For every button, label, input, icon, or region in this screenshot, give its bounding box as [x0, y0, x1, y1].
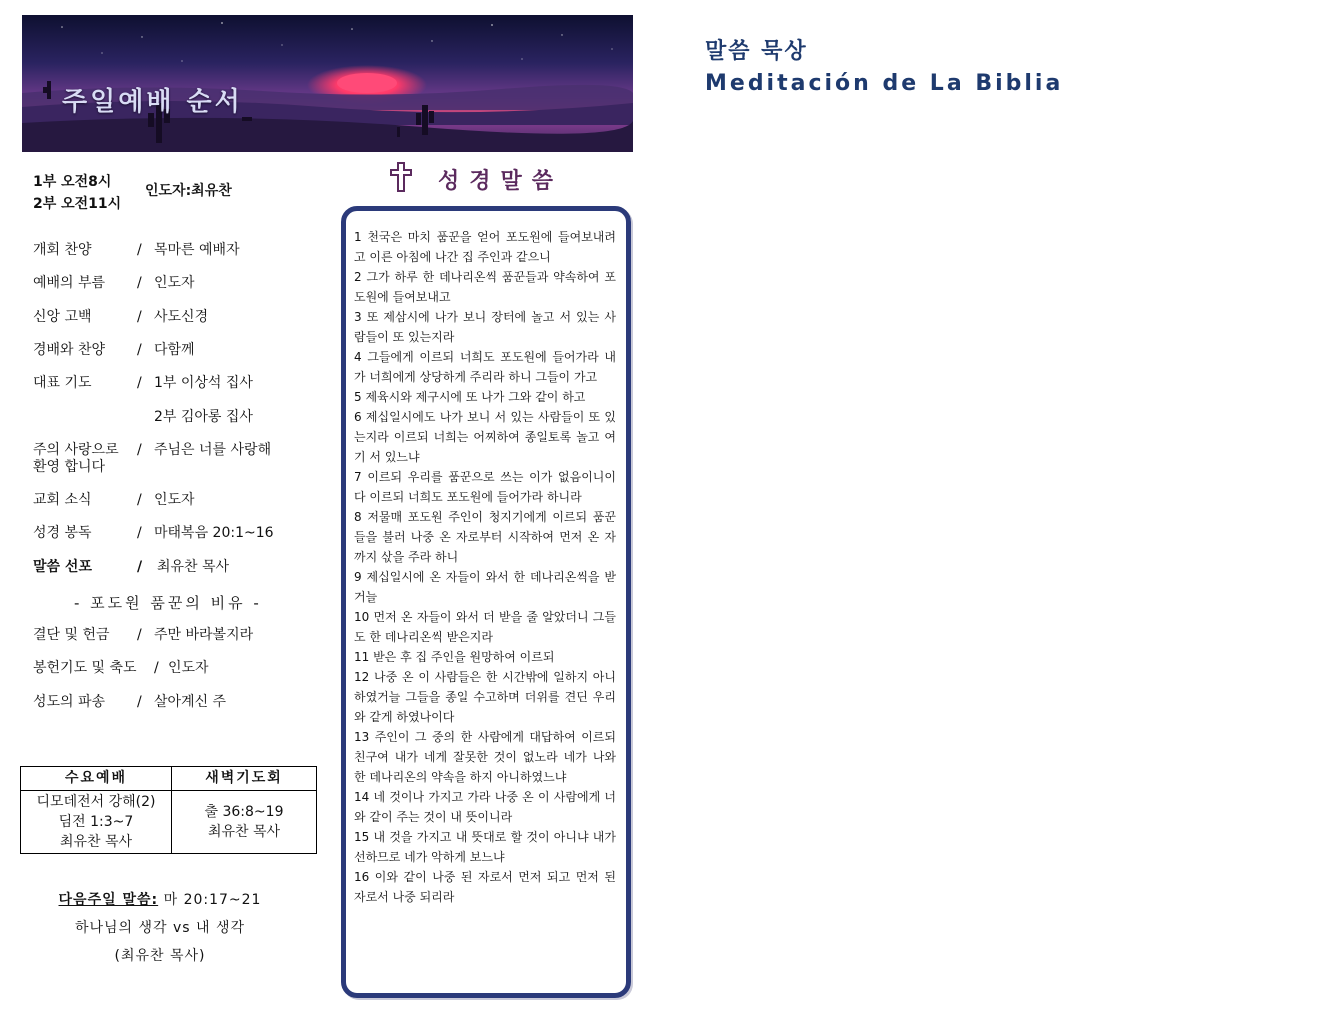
order-value: 마태복음 20:1~16 [154, 525, 274, 541]
order-label: 개회 찬양 [33, 242, 92, 258]
order-value: 목마른 예배자 [154, 242, 240, 258]
order-value: 주만 바라볼지라 [154, 627, 254, 643]
verse: 8 저물매 포도원 주인이 청지기에게 이르되 품꾼들을 불러 나중 온 자로부터 시작하여 먼저 온 자까지 삯을 주라 하니 [354, 510, 616, 564]
weekday-services-table [20, 766, 317, 854]
dawn-preacher: 최유찬 목사 [207, 824, 281, 840]
next-week-title: 하나님의 생각 vs 내 생각 [74, 920, 246, 936]
order-label: 예배의 부름 [33, 275, 106, 291]
verse: 3 또 제삼시에 나가 보니 장터에 놀고 서 있는 사람들이 또 있는지라 [354, 310, 616, 344]
meditation-title-spanish: Meditación de La Biblia [705, 71, 1064, 96]
second-service-time: 2부 오전11시 [33, 196, 122, 212]
order-separator: / [137, 525, 142, 541]
verse: 11 받은 후 집 주인을 원망하여 이르되 [354, 650, 555, 664]
verse: 12 나중 온 이 사람들은 한 시간밖에 일하지 아니하였거늘 그들을 종일 수고하며 더위를 견딘 우리와 같게 하였나이다 [354, 670, 616, 724]
order-label: 교회 소식 [33, 492, 92, 508]
verse: 6 제십일시에도 나가 보니 서 있는 사람들이 또 있는지라 이르되 너희는 어찌하여 종일토록 놀고 여기 서 있느냐 [354, 410, 616, 464]
order-separator: / [137, 242, 142, 258]
order-label: 경배와 찬양 [33, 342, 106, 358]
next-week-passage: 마 20:17~21 [158, 892, 262, 908]
order-value: 2부 김아롱 집사 [154, 409, 253, 425]
banner-title: 주일예배 순서 [62, 87, 243, 117]
order-separator: / [137, 275, 142, 291]
order-value: 주님은 너를 사랑해 [154, 442, 272, 458]
order-value: 인도자 [154, 492, 195, 508]
order-label: 주의 사랑으로 [33, 442, 119, 458]
order-value: 인도자 [168, 660, 209, 676]
cross-icon [390, 162, 412, 196]
verse: 16 이와 같이 나중 된 자로서 먼저 되고 먼저 된 자로서 나중 되리라 [354, 870, 616, 904]
order-value: 다함께 [154, 342, 195, 358]
order-separator: / [154, 660, 159, 676]
verse: 2 그가 하루 한 데나리온씩 품꾼들과 약속하여 포도원에 들여보내고 [354, 270, 616, 304]
verse: 9 제십일시에 온 자들이 와서 한 데나리온씩을 받거늘 [354, 570, 616, 604]
scripture-text [354, 227, 616, 907]
sermon-title: - 포도원 품꾼의 비유 - [74, 594, 262, 612]
order-label: 신앙 고백 [33, 309, 92, 325]
order-value: 1부 이상석 집사 [154, 375, 253, 391]
order-label: 결단 및 헌금 [33, 627, 110, 643]
dawn-prayer-column [172, 767, 316, 853]
dawn-prayer-header: 새벽기도회 [172, 767, 316, 791]
verse: 15 내 것을 가지고 내 뜻대로 할 것이 아니냐 내가 선하므로 네가 악하게 보느냐 [354, 830, 616, 864]
order-separator: / [137, 342, 142, 358]
wednesday-passage: 딤전 1:3~7 [58, 814, 134, 830]
wednesday-series: 디모데전서 강해(2) [36, 794, 156, 810]
meditation-title-korean: 말씀 묵상 [705, 39, 808, 64]
order-label-continued: 환영 합니다 [33, 459, 106, 475]
next-week-reference [0, 889, 320, 909]
service-times [33, 171, 121, 215]
verse: 4 그들에게 이르되 너희도 포도원에 들어가라 내가 너희에게 상당하게 주리라 하니 그들이 가고 [354, 350, 616, 384]
wednesday-service-header: 수요예배 [21, 767, 171, 791]
verse: 7 이르되 우리를 품꾼으로 쓰는 이가 없음이니이다 이르되 너희도 포도원에 들어가라 하니라 [354, 470, 616, 504]
order-separator: / [137, 694, 142, 710]
order-separator: / [137, 375, 142, 391]
order-label: 봉헌기도 및 축도 [33, 660, 137, 676]
dawn-passage: 출 36:8~19 [204, 804, 284, 820]
order-separator: / [137, 559, 143, 575]
scripture-heading-text: 성경말씀 [438, 169, 564, 194]
wednesday-preacher: 최유찬 목사 [59, 834, 133, 850]
verse: 13 주인이 그 중의 한 사람에게 대답하여 이르되 친구여 내가 네게 잘못한 것이 없노라 네가 나와 한 데나리온의 약속을 하지 아니하였느냐 [354, 730, 616, 784]
verse: 14 네 것이나 가지고 가라 나중 온 이 사람에게 너와 같이 주는 것이 내 뜻이니라 [354, 790, 616, 824]
verse: 5 제육시와 제구시에 또 나가 그와 같이 하고 [354, 390, 586, 404]
header-banner [22, 15, 633, 152]
order-value: 최유찬 목사 [157, 559, 230, 575]
order-separator: / [137, 309, 142, 325]
next-week-label: 다음주일 말씀: [58, 892, 159, 908]
order-label: 대표 기도 [33, 375, 92, 391]
order-value: 인도자 [154, 275, 195, 291]
verse: 10 먼저 온 자들이 와서 더 받을 줄 알았더니 그들도 한 데나리온씩 받은지라 [354, 610, 616, 644]
order-separator: / [137, 492, 142, 508]
order-label: 성도의 파송 [33, 694, 106, 710]
order-separator: / [137, 627, 142, 643]
verse: 1 천국은 마치 품꾼을 얻어 포도원에 들여보내려고 이른 아침에 나간 집 주인과 같으니 [354, 230, 616, 264]
worship-leader: 인도자:최유찬 [145, 183, 232, 199]
order-label: 성경 봉독 [33, 525, 92, 541]
next-week-preacher: (최유찬 목사) [114, 948, 206, 964]
order-separator: / [137, 442, 142, 458]
order-label: 말씀 선포 [33, 559, 92, 575]
first-service-time: 1부 오전8시 [33, 174, 112, 190]
order-value: 살아계신 주 [154, 694, 227, 710]
order-value: 사도신경 [154, 309, 209, 325]
wednesday-service-column [21, 767, 172, 853]
